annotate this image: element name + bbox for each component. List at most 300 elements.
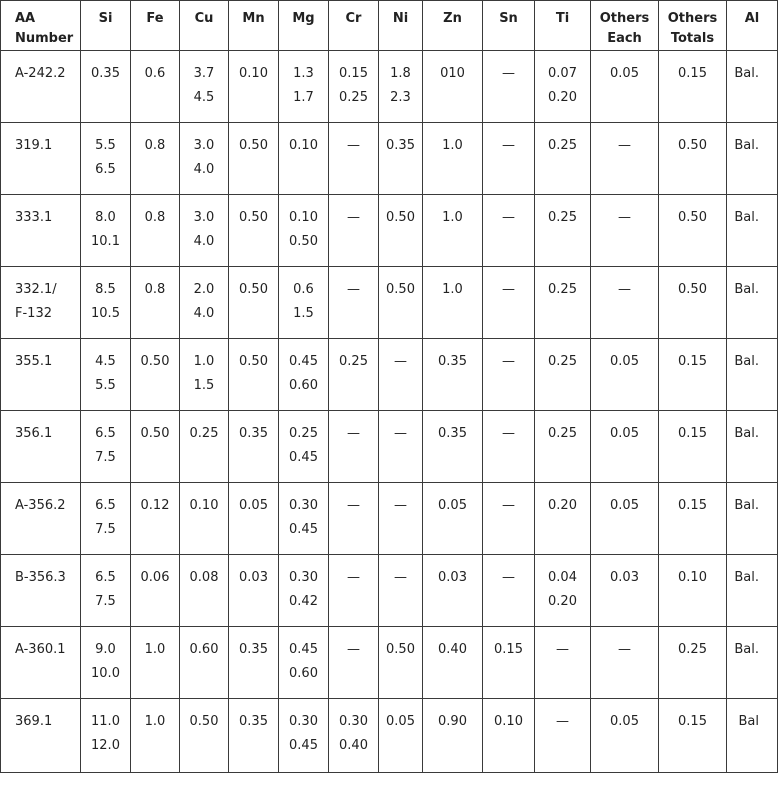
cell-sn <box>483 195 535 267</box>
cell-zn <box>423 555 483 627</box>
cell-value: 0.40 <box>339 738 368 753</box>
cell-value: — <box>618 642 631 657</box>
cell-value: 0.35 <box>239 714 268 729</box>
header-label: Sn <box>499 11 518 26</box>
cell-ti <box>535 195 591 267</box>
cell-others-each <box>591 699 659 773</box>
cell-aa-number <box>1 627 81 699</box>
cell-others-each <box>591 483 659 555</box>
cell-value: — <box>394 570 407 585</box>
header-label: Totals <box>670 31 715 46</box>
cell-value: — <box>502 570 515 585</box>
cell-value: — <box>618 138 631 153</box>
cell-value: — <box>502 354 515 369</box>
cell-value: 0.50 <box>239 282 268 297</box>
cell-value: 0.30 <box>289 570 318 585</box>
cell-aa-number <box>1 123 81 195</box>
cell-si <box>81 555 131 627</box>
cell-value: 7.5 <box>95 522 116 537</box>
cell-cr <box>329 627 379 699</box>
cell-value: 0.25 <box>548 210 577 225</box>
cell-ti <box>535 123 591 195</box>
cell-value: 0.04 <box>548 570 577 585</box>
cell-value: 0.25 <box>339 90 368 105</box>
cell-cu <box>180 195 229 267</box>
cell-value: — <box>618 282 631 297</box>
cell-al <box>727 195 778 267</box>
cell-al <box>727 699 778 773</box>
header-label: Al <box>744 11 760 26</box>
cell-al <box>727 411 778 483</box>
cell-others-totals <box>659 699 727 773</box>
cell-value: 0.10 <box>678 570 707 585</box>
cell-value: Bal. <box>734 426 759 441</box>
header-label: Others <box>667 11 718 26</box>
cell-mn <box>229 339 279 411</box>
cell-value: 0.8 <box>144 138 166 153</box>
cell-value: 10.1 <box>91 234 120 249</box>
cell-ni <box>379 339 423 411</box>
cell-sn <box>483 267 535 339</box>
cell-cr <box>329 339 379 411</box>
cell-cr <box>329 51 379 123</box>
cell-ti <box>535 51 591 123</box>
cell-value: 1.7 <box>293 90 314 105</box>
cell-others-each <box>591 195 659 267</box>
cell-value: Bal. <box>734 498 759 513</box>
cell-value: 0.25 <box>339 354 368 369</box>
cell-value: 0.05 <box>438 498 467 513</box>
cell-value: 0.45 <box>289 450 318 465</box>
cell-value: 0.40 <box>438 642 467 657</box>
column-header-mn <box>229 1 279 51</box>
cell-value: F-132 <box>15 306 52 321</box>
cell-value: 0.15 <box>678 426 707 441</box>
cell-value: 0.42 <box>289 594 318 609</box>
cell-sn <box>483 555 535 627</box>
cell-mg <box>279 483 329 555</box>
cell-value: 0.30 <box>289 498 318 513</box>
cell-value: 8.5 <box>95 282 116 297</box>
cell-value: 0.8 <box>144 210 166 225</box>
cell-value: Bal <box>738 714 759 729</box>
cell-value: — <box>502 138 515 153</box>
cell-mn <box>229 411 279 483</box>
cell-fe <box>131 195 180 267</box>
cell-ni <box>379 195 423 267</box>
cell-value: 0.50 <box>140 354 170 369</box>
table-row <box>1 51 778 123</box>
table-row <box>1 195 778 267</box>
cell-value: 0.6 <box>144 66 166 81</box>
cell-others-each <box>591 627 659 699</box>
header-label: Cu <box>194 11 214 26</box>
header-label: Others <box>599 11 650 26</box>
cell-value: 0.50 <box>678 210 707 225</box>
cell-value: Bal. <box>734 138 759 153</box>
cell-others-totals <box>659 339 727 411</box>
table-row <box>1 483 778 555</box>
cell-value: — <box>502 498 515 513</box>
cell-si <box>81 51 131 123</box>
cell-value: 0.60 <box>189 642 219 657</box>
cell-value: 0.50 <box>239 138 268 153</box>
cell-mn <box>229 483 279 555</box>
table-row <box>1 123 778 195</box>
cell-cu <box>180 627 229 699</box>
column-header-others-each <box>591 1 659 51</box>
cell-value: — <box>502 282 515 297</box>
cell-ti <box>535 627 591 699</box>
cell-ni <box>379 123 423 195</box>
cell-si <box>81 483 131 555</box>
cell-ti <box>535 339 591 411</box>
column-header-zn <box>423 1 483 51</box>
cell-ti <box>535 699 591 773</box>
cell-value: 0.45 <box>289 738 318 753</box>
cell-mg <box>279 339 329 411</box>
cell-fe <box>131 483 180 555</box>
header-row <box>1 1 778 51</box>
cell-mg <box>279 51 329 123</box>
column-header-mg <box>279 1 329 51</box>
cell-value: 0.12 <box>140 498 170 513</box>
column-header-al <box>727 1 778 51</box>
cell-aa-number <box>1 483 81 555</box>
cell-ni <box>379 627 423 699</box>
cell-value: — <box>347 426 360 441</box>
cell-value: — <box>394 354 407 369</box>
cell-value: 0.03 <box>239 570 268 585</box>
cell-ti <box>535 411 591 483</box>
cell-value: 1.0 <box>193 354 215 369</box>
column-header-cu <box>180 1 229 51</box>
cell-value: 10.0 <box>91 666 120 681</box>
cell-value: 332.1/ <box>15 282 57 297</box>
cell-mn <box>229 627 279 699</box>
cell-ti <box>535 555 591 627</box>
cell-mn <box>229 195 279 267</box>
cell-zn <box>423 339 483 411</box>
cell-value: 1.5 <box>293 306 314 321</box>
cell-value: A-242.2 <box>15 66 66 81</box>
cell-value: 0.08 <box>189 570 219 585</box>
cell-aa-number <box>1 555 81 627</box>
cell-value: 0.15 <box>678 66 707 81</box>
cell-value: 0.50 <box>386 642 415 657</box>
cell-value: 0.15 <box>678 354 707 369</box>
cell-mg <box>279 699 329 773</box>
cell-value: 7.5 <box>95 450 116 465</box>
cell-value: B-356.3 <box>15 570 66 585</box>
cell-value: 333.1 <box>15 210 53 225</box>
cell-value: 1.0 <box>442 282 463 297</box>
cell-value: 0.03 <box>438 570 467 585</box>
cell-aa-number <box>1 195 81 267</box>
cell-value: 0.60 <box>289 378 318 393</box>
table-row <box>1 339 778 411</box>
cell-ni <box>379 555 423 627</box>
cell-aa-number <box>1 339 81 411</box>
cell-value: 0.35 <box>386 138 415 153</box>
cell-value: 5.5 <box>95 378 116 393</box>
cell-value: 0.30 <box>289 714 318 729</box>
cell-value: 0.05 <box>610 714 639 729</box>
cell-others-each <box>591 411 659 483</box>
cell-si <box>81 627 131 699</box>
cell-value: Bal. <box>734 66 759 81</box>
cell-value: Bal. <box>734 570 759 585</box>
cell-value: 0.50 <box>678 282 707 297</box>
cell-cr <box>329 123 379 195</box>
cell-others-each <box>591 555 659 627</box>
cell-value: 2.0 <box>193 282 215 297</box>
cell-value: 4.5 <box>193 90 215 105</box>
cell-value: 0.50 <box>239 354 268 369</box>
cell-value: 0.05 <box>610 498 639 513</box>
cell-value: 0.35 <box>438 426 467 441</box>
cell-value: 10.5 <box>91 306 120 321</box>
cell-mn <box>229 51 279 123</box>
cell-ti <box>535 483 591 555</box>
cell-mn <box>229 555 279 627</box>
cell-zn <box>423 267 483 339</box>
cell-others-each <box>591 51 659 123</box>
cell-value: — <box>347 282 360 297</box>
cell-ti <box>535 267 591 339</box>
table-body <box>1 51 778 773</box>
cell-value: 11.0 <box>91 714 120 729</box>
cell-others-totals <box>659 483 727 555</box>
cell-cr <box>329 267 379 339</box>
header-label: AA <box>15 11 36 26</box>
cell-value: 0.6 <box>293 282 314 297</box>
cell-value: 0.05 <box>386 714 415 729</box>
cell-si <box>81 267 131 339</box>
column-header-others-totals <box>659 1 727 51</box>
cell-value: 0.25 <box>548 426 577 441</box>
cell-mg <box>279 123 329 195</box>
cell-mg <box>279 267 329 339</box>
table-row <box>1 699 778 773</box>
cell-value: 0.15 <box>678 714 707 729</box>
cell-value: 8.0 <box>95 210 116 225</box>
cell-value: — <box>394 426 407 441</box>
cell-value: 0.15 <box>339 66 368 81</box>
header-label: Each <box>607 31 642 46</box>
cell-al <box>727 339 778 411</box>
cell-value: 0.25 <box>548 354 577 369</box>
cell-value: 0.35 <box>91 66 120 81</box>
cell-value: 6.5 <box>95 498 116 513</box>
cell-value: 0.90 <box>438 714 467 729</box>
column-header-cr <box>329 1 379 51</box>
cell-value: 0.07 <box>548 66 577 81</box>
cell-cr <box>329 483 379 555</box>
cell-value: 3.7 <box>193 66 215 81</box>
cell-value: A-360.1 <box>15 642 66 657</box>
cell-zn <box>423 51 483 123</box>
cell-value: 0.45 <box>289 522 318 537</box>
cell-value: 4.0 <box>193 234 215 249</box>
cell-value: 0.20 <box>548 498 577 513</box>
cell-si <box>81 339 131 411</box>
cell-value: 0.10 <box>239 66 268 81</box>
cell-cu <box>180 267 229 339</box>
cell-value: 319.1 <box>15 138 53 153</box>
cell-si <box>81 411 131 483</box>
cell-value: — <box>502 210 515 225</box>
table-row <box>1 627 778 699</box>
cell-value: 3.0 <box>193 210 215 225</box>
cell-value: A-356.2 <box>15 498 66 513</box>
cell-value: 0.25 <box>678 642 707 657</box>
cell-value: 0.15 <box>678 498 707 513</box>
cell-value: 010 <box>440 66 465 81</box>
cell-aa-number <box>1 267 81 339</box>
cell-cu <box>180 555 229 627</box>
cell-value: Bal. <box>734 282 759 297</box>
cell-value: 0.50 <box>678 138 707 153</box>
cell-others-totals <box>659 555 727 627</box>
cell-value: 0.50 <box>289 234 318 249</box>
cell-cu <box>180 411 229 483</box>
cell-value: — <box>502 66 515 81</box>
cell-value: — <box>347 642 360 657</box>
cell-mn <box>229 267 279 339</box>
cell-value: 0.20 <box>548 594 577 609</box>
cell-value: 1.0 <box>144 642 166 657</box>
header-label: Fe <box>146 11 164 26</box>
cell-mn <box>229 699 279 773</box>
cell-aa-number <box>1 411 81 483</box>
table-row <box>1 411 778 483</box>
header-label: Ni <box>392 11 409 26</box>
cell-value: 5.5 <box>95 138 116 153</box>
cell-value: 6.5 <box>95 570 116 585</box>
cell-value: 0.05 <box>610 66 639 81</box>
table-row <box>1 555 778 627</box>
cell-value: 0.05 <box>610 426 639 441</box>
cell-value: 1.8 <box>390 66 411 81</box>
cell-value: 2.3 <box>390 90 411 105</box>
cell-value: 0.25 <box>548 282 577 297</box>
cell-aa-number <box>1 699 81 773</box>
cell-value: — <box>618 210 631 225</box>
cell-mg <box>279 627 329 699</box>
cell-value: 0.50 <box>386 282 415 297</box>
cell-sn <box>483 123 535 195</box>
cell-value: 0.10 <box>289 210 318 225</box>
header-label: Zn <box>443 11 462 26</box>
cell-value: 0.25 <box>548 138 577 153</box>
cell-sn <box>483 627 535 699</box>
column-header-aa-number <box>1 1 81 51</box>
cell-value: 355.1 <box>15 354 53 369</box>
cell-ni <box>379 483 423 555</box>
cell-value: — <box>347 570 360 585</box>
cell-value: 4.5 <box>95 354 116 369</box>
cell-al <box>727 267 778 339</box>
cell-value: Bal. <box>734 354 759 369</box>
cell-others-totals <box>659 51 727 123</box>
cell-zn <box>423 627 483 699</box>
cell-sn <box>483 51 535 123</box>
cell-value: 0.25 <box>289 426 318 441</box>
cell-mg <box>279 195 329 267</box>
cell-mg <box>279 555 329 627</box>
cell-value: — <box>347 210 360 225</box>
cell-value: — <box>556 642 569 657</box>
header-label: Number <box>15 31 74 46</box>
cell-value: 1.5 <box>193 378 215 393</box>
cell-value: 0.03 <box>610 570 639 585</box>
cell-value: 0.06 <box>140 570 170 585</box>
cell-value: 1.0 <box>442 210 463 225</box>
cell-value: Bal. <box>734 210 759 225</box>
cell-al <box>727 51 778 123</box>
column-header-si <box>81 1 131 51</box>
cell-fe <box>131 51 180 123</box>
cell-zn <box>423 699 483 773</box>
header-label: Si <box>98 11 113 26</box>
cell-value: 1.3 <box>293 66 314 81</box>
column-header-ti <box>535 1 591 51</box>
cell-others-each <box>591 339 659 411</box>
cell-zn <box>423 483 483 555</box>
column-header-fe <box>131 1 180 51</box>
cell-al <box>727 627 778 699</box>
cell-others-totals <box>659 411 727 483</box>
cell-sn <box>483 699 535 773</box>
cell-ni <box>379 51 423 123</box>
cell-aa-number <box>1 51 81 123</box>
table-header <box>1 1 778 51</box>
cell-value: 3.0 <box>193 138 215 153</box>
cell-value: 0.50 <box>239 210 268 225</box>
cell-value: 9.0 <box>95 642 116 657</box>
cell-fe <box>131 555 180 627</box>
cell-mg <box>279 411 329 483</box>
header-label: Ti <box>555 11 570 26</box>
cell-cu <box>180 339 229 411</box>
cell-ni <box>379 699 423 773</box>
cell-value: 0.35 <box>438 354 467 369</box>
cell-others-totals <box>659 123 727 195</box>
cell-value: 0.60 <box>289 666 318 681</box>
cell-value: 369.1 <box>15 714 53 729</box>
column-header-sn <box>483 1 535 51</box>
cell-value: 0.10 <box>189 498 219 513</box>
cell-cr <box>329 699 379 773</box>
cell-si <box>81 195 131 267</box>
cell-value: 4.0 <box>193 306 215 321</box>
cell-value: 0.8 <box>144 282 166 297</box>
cell-others-each <box>591 123 659 195</box>
header-label: Mn <box>242 11 265 26</box>
cell-value: 6.5 <box>95 426 116 441</box>
cell-value: 0.05 <box>610 354 639 369</box>
header-label: Cr <box>345 11 362 26</box>
cell-cr <box>329 555 379 627</box>
cell-cr <box>329 195 379 267</box>
cell-value: 0.35 <box>239 426 268 441</box>
cell-value: — <box>347 498 360 513</box>
cell-value: 0.50 <box>140 426 170 441</box>
cell-al <box>727 123 778 195</box>
cell-value: 0.30 <box>339 714 368 729</box>
cell-others-totals <box>659 267 727 339</box>
